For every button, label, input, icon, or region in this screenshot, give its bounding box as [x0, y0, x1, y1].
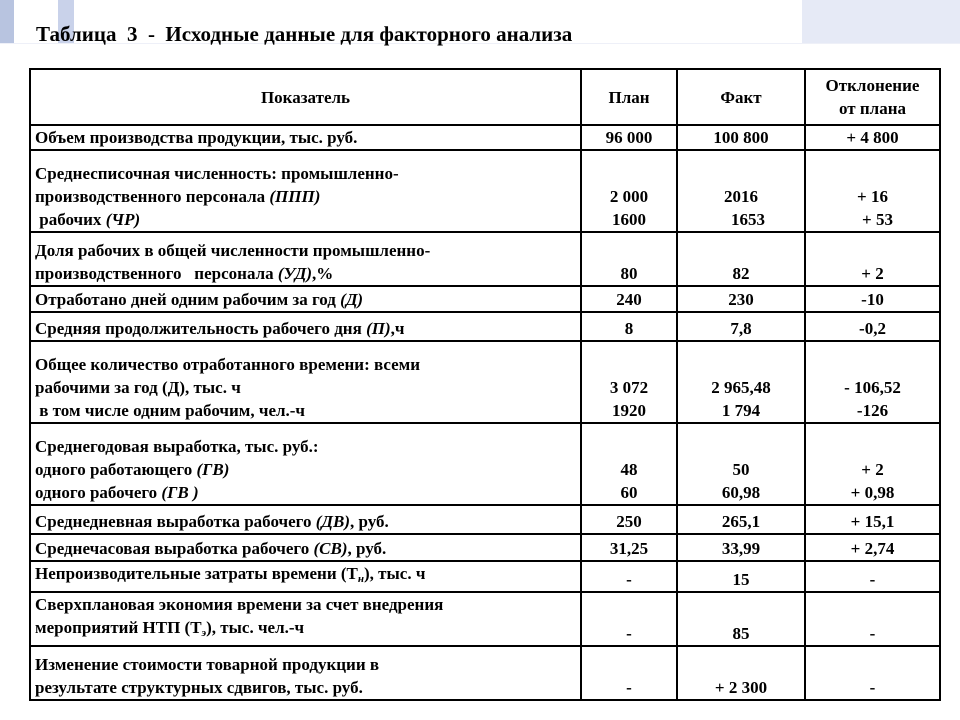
indicator-text [35, 458, 576, 481]
indicator-symbol: (ГВ ) [161, 483, 199, 502]
fact-cell: 85 [677, 592, 805, 646]
plan-cell: 96 000 [581, 125, 677, 150]
deviation-cell [805, 150, 940, 232]
plan-value: 3 072 [609, 378, 649, 397]
fact-cell: 230 [677, 286, 805, 312]
plan-cell: - [581, 592, 677, 646]
indicator-text-part: ), тыс. чел.-ч [206, 618, 305, 637]
plan-cell [581, 423, 677, 505]
indicator-text: Сверхплановая экономия времени за счет внедрения [35, 595, 444, 614]
table-row [30, 561, 940, 592]
column-header-indicator: Показатель [30, 69, 581, 125]
fact-value: 60,98 [721, 483, 761, 502]
table-row [30, 232, 940, 286]
deviation-cell: - [805, 592, 940, 646]
indicator-text-part: рабочих [39, 210, 102, 229]
indicator-text-part: ,% [311, 264, 334, 283]
indicator-symbol: (УД) [277, 264, 312, 283]
plan-value: 48 [620, 460, 638, 479]
indicator-text: результате структурных сдвигов, тыс. руб. [35, 678, 363, 697]
table-row [30, 341, 940, 423]
factor-analysis-table [29, 68, 941, 701]
plan-cell [581, 150, 677, 232]
indicator-text: Общее количество отработанного времени: всеми [35, 355, 421, 374]
indicator-symbol: (ДВ) [315, 512, 350, 531]
indicator-text: Среднечасовая выработка рабочего [35, 539, 310, 558]
subscript: э [201, 627, 207, 639]
indicator-text-part: производственного персонала [35, 264, 274, 283]
indicator-text: Отработано дней одним рабочим за год [35, 290, 336, 309]
fact-cell: 265,1 [677, 505, 805, 534]
corner-decoration [0, 0, 14, 43]
indicator-text: Средняя продолжительность рабочего дня [35, 319, 362, 338]
plan-value: 1600 [612, 210, 646, 229]
indicator-symbol: (Д) [340, 290, 364, 309]
indicator-text-part: , руб. [347, 539, 387, 558]
fact-cell [677, 341, 805, 423]
indicator-cell [30, 592, 581, 646]
indicator-text-part: , руб. [349, 512, 389, 531]
subscript: н [357, 573, 364, 585]
indicator-text [35, 616, 576, 645]
deviation-value: - 106,52 [844, 378, 901, 397]
column-header-deviation [805, 69, 940, 125]
fact-cell: 33,99 [677, 534, 805, 561]
indicator-cell [30, 232, 581, 286]
indicator-text: Доля рабочих в общей численности промышленно- [35, 241, 431, 260]
fact-cell: 82 [677, 232, 805, 286]
indicator-symbol: (П) [366, 319, 391, 338]
plan-cell: 8 [581, 312, 677, 341]
indicator-cell [30, 561, 581, 592]
table-header-row [30, 69, 940, 125]
fact-value: 1 794 [721, 401, 761, 420]
fact-value: 2016 [724, 187, 758, 206]
indicator-text: Среднегодовая выработка, тыс. руб.: [35, 437, 319, 456]
indicator-symbol: (ППП) [269, 187, 321, 206]
table-row [30, 150, 940, 232]
fact-cell: 15 [677, 561, 805, 592]
fact-cell: 7,8 [677, 312, 805, 341]
indicator-text-part: производственного персонала [35, 187, 266, 206]
indicator-text: Изменение стоимости товарной продукции в [35, 655, 380, 674]
indicator-text-part: ,ч [390, 319, 405, 338]
fact-cell: + 2 300 [677, 646, 805, 700]
indicator-text: Объем производства продукции, тыс. руб. [35, 128, 358, 147]
table-row [30, 125, 940, 150]
deviation-cell: + 2,74 [805, 534, 940, 561]
indicator-text-part: одного работающего [35, 460, 193, 479]
deviation-value: -126 [856, 401, 889, 420]
indicator-cell [30, 341, 581, 423]
indicator-cell [30, 423, 581, 505]
indicator-symbol: (ЧР) [105, 210, 141, 229]
plan-cell: 250 [581, 505, 677, 534]
column-header-plan: План [581, 69, 677, 125]
indicator-text: рабочими за год (Д), тыс. ч [35, 378, 241, 397]
fact-value: 1653 [731, 210, 765, 229]
deviation-cell: + 15,1 [805, 505, 940, 534]
deviation-cell [805, 423, 940, 505]
indicator-text [35, 185, 576, 208]
indicator-cell [30, 150, 581, 232]
indicator-symbol: (СВ) [313, 539, 348, 558]
deviation-cell: -10 [805, 286, 940, 312]
indicator-cell [30, 534, 581, 561]
plan-cell: 240 [581, 286, 677, 312]
indicator-text [35, 208, 576, 231]
table-row [30, 423, 940, 505]
deviation-cell: + 4 800 [805, 125, 940, 150]
plan-cell [581, 341, 677, 423]
fact-value: 50 [732, 460, 750, 479]
indicator-text-part: одного рабочего [35, 483, 158, 502]
indicator-text-part: ), тыс. ч [364, 564, 426, 583]
indicator-cell [30, 505, 581, 534]
plan-value: 2 000 [609, 187, 649, 206]
plan-value: 1920 [612, 401, 646, 420]
fact-cell [677, 150, 805, 232]
table-row [30, 286, 940, 312]
deviation-value: + 2 [861, 460, 884, 479]
deviation-cell [805, 341, 940, 423]
fact-cell: 100 800 [677, 125, 805, 150]
indicator-text: Среднесписочная численность: промышленно- [35, 164, 399, 183]
indicator-text: Среднедневная выработка рабочего [35, 512, 312, 531]
corner-decoration [802, 0, 960, 43]
deviation-value: + 0,98 [850, 483, 895, 502]
deviation-cell: + 2 [805, 232, 940, 286]
indicator-cell [30, 286, 581, 312]
table-row [30, 312, 940, 341]
deviation-cell: - [805, 561, 940, 592]
indicator-text [35, 262, 576, 285]
plan-cell: - [581, 646, 677, 700]
page-title: Таблица 3 - Исходные данные для факторного анализа [36, 22, 573, 46]
column-header-fact: Факт [677, 69, 805, 125]
deviation-value: + 53 [862, 210, 893, 229]
plan-cell: - [581, 561, 677, 592]
table-row [30, 505, 940, 534]
plan-cell: 31,25 [581, 534, 677, 561]
deviation-header-line: от плана [838, 99, 906, 118]
plan-value: 60 [620, 483, 638, 502]
plan-cell: 80 [581, 232, 677, 286]
indicator-cell [30, 646, 581, 700]
indicator-cell [30, 125, 581, 150]
deviation-header-line: Отклонение [825, 76, 920, 95]
indicator-text: в том числе одним рабочим, чел.-ч [35, 401, 306, 420]
table-row [30, 592, 940, 646]
indicator-text [35, 481, 576, 504]
deviation-cell: - [805, 646, 940, 700]
fact-value: 2 965,48 [711, 378, 771, 397]
deviation-value: + 16 [857, 187, 888, 206]
table-row [30, 646, 940, 700]
indicator-symbol: (ГВ) [196, 460, 230, 479]
indicator-text: Непроизводительные затраты времени (Т [35, 564, 358, 583]
indicator-cell [30, 312, 581, 341]
deviation-cell: -0,2 [805, 312, 940, 341]
fact-cell [677, 423, 805, 505]
table-row [30, 534, 940, 561]
indicator-text-part: мероприятий НТП (Т [35, 618, 202, 637]
